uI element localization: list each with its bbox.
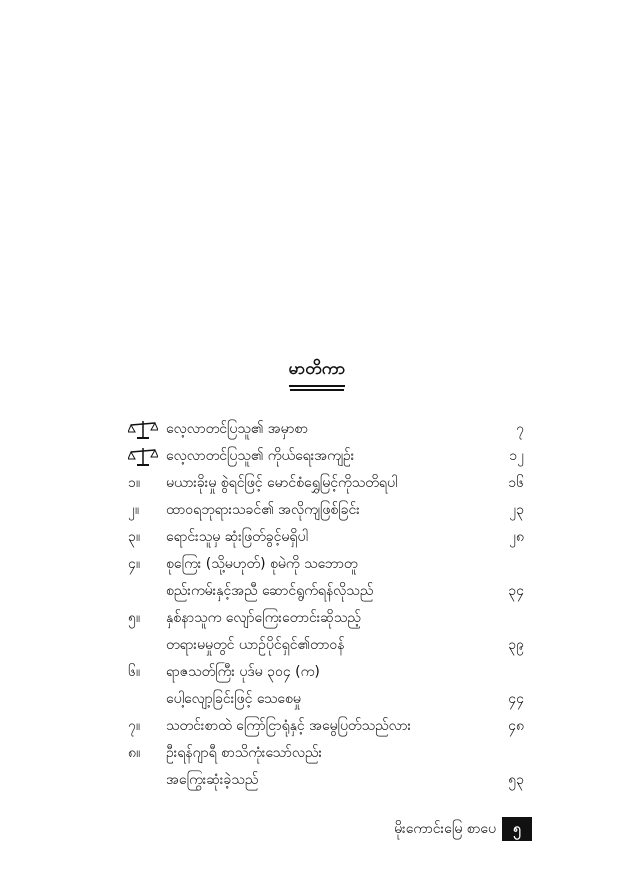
toc-page: ၁၂ bbox=[509, 448, 524, 464]
toc-number: ၄။ bbox=[128, 556, 141, 572]
toc-text: ထာဝရဘုရားသခင်၏ အလိုကျဖြစ်ခြင်း bbox=[166, 502, 360, 518]
toc-text: တရားမမှုတွင် ယာဉ်ပိုင်ရှင်၏တာဝန် bbox=[166, 637, 345, 653]
toc-row bbox=[128, 686, 528, 713]
toc-page: ၃၄ bbox=[508, 583, 524, 599]
toc-row bbox=[128, 497, 528, 524]
toc-text: ပေါ့လျော့ခြင်းဖြင့် သေစေမှု bbox=[166, 691, 301, 707]
toc-text: အကြွေးဆုံးခဲ့သည် bbox=[166, 772, 259, 788]
toc-row bbox=[128, 416, 528, 443]
toc-number: ၇။ bbox=[128, 718, 141, 734]
toc-row bbox=[128, 767, 528, 794]
toc-page: ၄၄ bbox=[508, 691, 524, 707]
toc-row bbox=[128, 443, 528, 470]
toc-row bbox=[128, 470, 528, 497]
scales-icon bbox=[128, 419, 158, 441]
toc-page: ၂၈ bbox=[509, 529, 524, 545]
page-title bbox=[0, 358, 634, 387]
toc-page: ၇ bbox=[516, 421, 524, 437]
toc-row bbox=[128, 632, 528, 659]
toc-number: ၈။ bbox=[128, 745, 141, 761]
toc-text: ရောင်းသူမှ ဆုံးဖြတ်ခွင့်မရှိပါ bbox=[166, 529, 308, 545]
toc-row bbox=[128, 578, 528, 605]
toc-row bbox=[128, 605, 528, 632]
toc-number: ၅။ bbox=[128, 610, 141, 626]
toc-text: နှစ်နာသူက လျော်ကြေးတောင်းဆိုသည့် bbox=[166, 610, 361, 626]
table-of-contents bbox=[128, 416, 528, 794]
toc-page: ၂၃ bbox=[509, 502, 524, 518]
toc-number: ၁။ bbox=[128, 475, 141, 491]
scales-icon bbox=[128, 446, 158, 468]
toc-row bbox=[128, 659, 528, 686]
toc-number: ၆။ bbox=[128, 664, 141, 680]
toc-text: လေ့လာတင်ပြသူ၏ အမှာစာ bbox=[166, 421, 309, 437]
toc-number: ၂။ bbox=[128, 502, 140, 518]
page-footer bbox=[394, 816, 532, 842]
toc-page: ၁၆ bbox=[508, 475, 524, 491]
toc-text: လေ့လာတင်ပြသူ၏ ကိုယ်ရေးအကျဉ်း bbox=[166, 448, 355, 464]
toc-text: စုကြေး (သို့မဟုတ်) စုမဲကို သဘောတူ bbox=[166, 556, 358, 572]
toc-row bbox=[128, 713, 528, 740]
toc-text: စည်းကမ်းနှင့်အညီ ဆောင်ရွက်ရန်လိုသည် bbox=[166, 583, 374, 599]
page-number: ၅ bbox=[502, 817, 532, 841]
toc-row bbox=[128, 524, 528, 551]
toc-text: ဦးရန်ဂျာရီ စာသိကုံးသော်လည်း bbox=[166, 745, 323, 761]
toc-text: ရာဇသတ်ကြီး ပုဒ်မ ၃၀၄ (က) bbox=[166, 664, 320, 680]
toc-text: သတင်းစာထဲ ကြော်ငြာရုံနှင့် အမွေပြတ်သည်လား bbox=[166, 718, 412, 734]
toc-page: ၄၈ bbox=[508, 718, 524, 734]
toc-row bbox=[128, 740, 528, 767]
toc-row bbox=[128, 551, 528, 578]
toc-page: ၃၉ bbox=[508, 637, 524, 653]
toc-page: ၅၃ bbox=[508, 772, 524, 788]
publisher-name: မိုးကောင်းမြေ စာပေ bbox=[394, 820, 496, 837]
toc-number: ၃။ bbox=[128, 529, 141, 545]
toc-text: မယားခိုးမှု စွဲရင်ဖြင့် မောင်စံရွှေမြင့်ကိုသတိရပါ bbox=[166, 475, 398, 491]
title-text: မာတိကာ bbox=[289, 358, 346, 387]
